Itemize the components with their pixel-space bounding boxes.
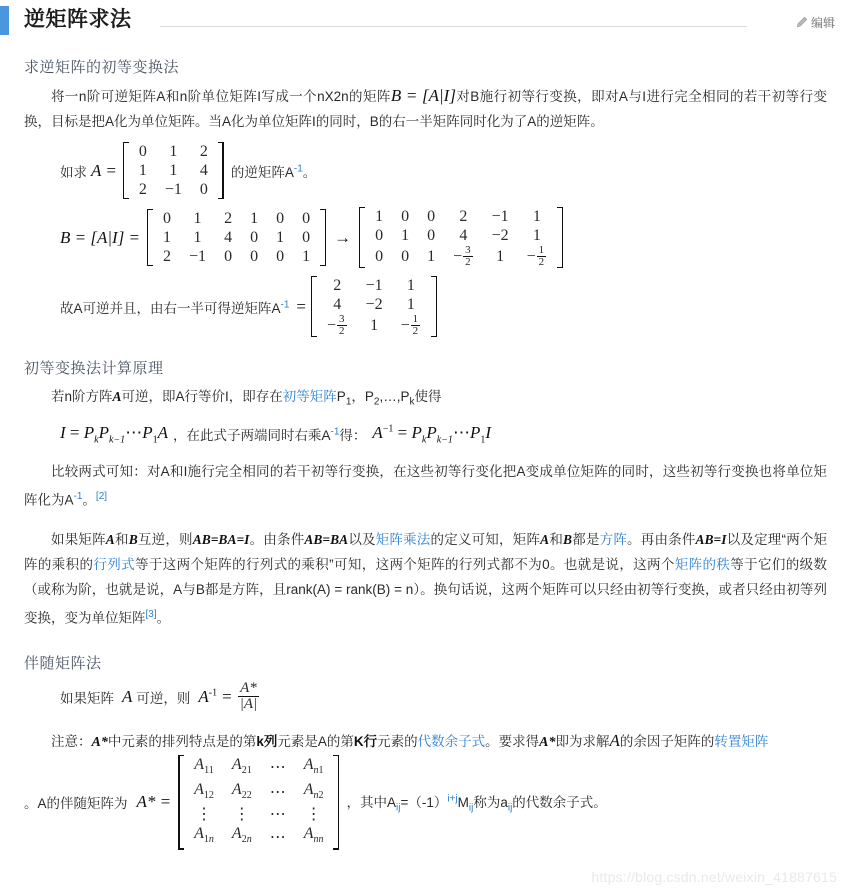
cell: 1 bbox=[193, 229, 202, 246]
cell: $A_{nn}$ bbox=[303, 825, 324, 846]
note-sub-ij2: ij bbox=[468, 802, 474, 814]
note-k-column: k列 bbox=[256, 734, 278, 750]
link-determinant[interactable]: 行列式 bbox=[93, 556, 135, 572]
cell: ⋯ bbox=[269, 784, 286, 802]
s2-p3-e: 以及 bbox=[348, 531, 376, 547]
s2-p1-b: 可逆，即A行等价I，即存在 bbox=[121, 389, 283, 404]
cell: 0 bbox=[250, 248, 259, 265]
cell: $A_{n1}$ bbox=[303, 756, 324, 777]
note-j: 称为a bbox=[473, 795, 508, 811]
cell: $A_{1n}$ bbox=[194, 825, 214, 846]
s3-p1-b: 可逆，则 bbox=[136, 690, 191, 706]
s2-p3-ABBA: AB=BA bbox=[304, 531, 349, 547]
s2-p3-l: 等于它们的级数（或称为阶，也就是说，A与B都是方阵，且rank(A) = rank(B) = n）。换句话说，这两个矩阵可以只经由初等行变换，或者只经由初等列变换，变为单位矩阵 bbox=[24, 556, 828, 626]
note-b: 元素是A的第 bbox=[277, 734, 354, 750]
cell-fraction: − $\frac{3}{2}$ bbox=[327, 313, 345, 337]
note-M: M bbox=[457, 795, 469, 811]
note-lead: 注意： bbox=[51, 734, 92, 750]
cell: $A_{21}$ bbox=[231, 756, 252, 777]
augmented-matrix-row bbox=[60, 207, 845, 268]
table-row bbox=[318, 295, 430, 314]
cell: 0 bbox=[401, 248, 410, 265]
matrix-B-reduced bbox=[359, 207, 563, 268]
note-sub-ij: ij bbox=[395, 802, 401, 814]
cell: 1 bbox=[496, 248, 505, 265]
example-lead: 如求 bbox=[60, 164, 87, 180]
inverse-result-row bbox=[60, 276, 845, 337]
table-row bbox=[130, 180, 217, 199]
cell: 0 bbox=[250, 229, 259, 246]
table-row bbox=[185, 755, 332, 780]
bracket-right bbox=[430, 276, 437, 337]
cell: 1 bbox=[250, 210, 259, 227]
section-heading-1: 求逆矩阵的初等变换法 bbox=[24, 59, 180, 76]
cell: 2 bbox=[163, 248, 172, 265]
cell: 0 bbox=[199, 181, 208, 198]
s2-p1-sub1: 1 bbox=[345, 396, 352, 408]
equation-lhs: $I = P_kP_{k-1}\cdots P_1A$ bbox=[60, 422, 168, 446]
table-row bbox=[318, 314, 430, 337]
cell: 1 bbox=[193, 210, 202, 227]
adjugate-fraction bbox=[238, 681, 259, 712]
section1-paragraph-1 bbox=[24, 83, 827, 134]
note-sub-ij3: ij bbox=[507, 802, 513, 814]
s2-p3-ABBAI: AB=BA=I bbox=[192, 531, 250, 547]
s2-p1-c: P bbox=[336, 389, 346, 404]
s2-p3-d: 。由条件 bbox=[249, 531, 305, 547]
note-h: ，其中A bbox=[346, 795, 396, 811]
cell: 1 bbox=[138, 162, 147, 179]
cell: −2 bbox=[491, 227, 509, 244]
watermark: https://blog.csdn.net/weixin_41887615 bbox=[591, 869, 837, 885]
note-d: 。要求得 bbox=[485, 734, 540, 750]
equation-mid-text bbox=[173, 424, 366, 444]
page-title: 逆矩阵求法 bbox=[24, 8, 132, 31]
s2-p3-k: 等于这两个矩阵的行列式的乘积”可知，这两个矩阵的行列式都不为0。也就是说，这两个 bbox=[134, 556, 675, 572]
table-row bbox=[130, 161, 217, 180]
adjugate-formula-row bbox=[60, 681, 845, 712]
result-lead bbox=[60, 297, 289, 317]
adjugate-trailing-text bbox=[346, 791, 606, 814]
cell: 1 bbox=[532, 208, 541, 225]
cell: 0 bbox=[427, 208, 436, 225]
note-Astar2: A* bbox=[539, 735, 556, 751]
note-Astar3: A* = bbox=[136, 792, 172, 812]
bracket-right bbox=[556, 207, 563, 268]
bracket-left bbox=[123, 142, 130, 199]
fraction-denominator: |A| bbox=[239, 696, 258, 713]
table-row bbox=[366, 245, 556, 268]
s2-p1-f: 使得 bbox=[414, 389, 442, 404]
section2-paragraph-3 bbox=[24, 527, 827, 631]
cell: 4 bbox=[224, 229, 233, 246]
note-Astar: A* bbox=[91, 735, 108, 751]
s2-p1-a: 若n阶方阵 bbox=[51, 389, 113, 404]
cell: 0 bbox=[401, 208, 410, 225]
table-row bbox=[318, 276, 430, 295]
cell: −2 bbox=[365, 296, 383, 313]
cell: 4 bbox=[199, 162, 208, 179]
table-row bbox=[185, 805, 332, 824]
note-sup-ipj: i+j bbox=[447, 793, 458, 805]
s2-p1-sub2: 2 bbox=[373, 396, 380, 408]
s2-p2-b: 。 bbox=[82, 492, 96, 508]
s3-Ainv-base: A bbox=[198, 686, 209, 706]
example-tail-period: 。 bbox=[302, 164, 317, 180]
cell: 0 bbox=[302, 210, 311, 227]
equals-sign: = bbox=[296, 296, 307, 316]
example-tail bbox=[231, 161, 316, 181]
cell: 0 bbox=[375, 227, 384, 244]
s3-equals: = bbox=[222, 686, 232, 706]
bracket-left bbox=[147, 209, 154, 266]
cell: 1 bbox=[276, 229, 285, 246]
cell: ⋯ bbox=[269, 806, 286, 824]
cell: ⋮ bbox=[305, 806, 322, 824]
s2-p3-f: 的定义可知，矩阵 bbox=[430, 531, 541, 547]
cell: ⋮ bbox=[196, 806, 213, 824]
cell: 0 bbox=[163, 210, 172, 227]
s2-p3-i: 。再由条件 bbox=[627, 531, 696, 547]
note-g: 。A的伴随矩阵为 bbox=[24, 796, 128, 812]
s2-p3-b: 和 bbox=[114, 531, 129, 547]
s3-p1-A: A bbox=[122, 686, 133, 706]
cell: ⋯ bbox=[269, 828, 286, 846]
result-sup: -1 bbox=[280, 299, 290, 310]
bracket-left bbox=[178, 755, 185, 850]
example-matrix-A-row bbox=[60, 142, 845, 199]
cell: 1 bbox=[401, 227, 410, 244]
cell: 0 bbox=[138, 143, 147, 160]
cell-fraction: − $\frac{3}{2}$ bbox=[453, 244, 471, 268]
s3-p1-a: 如果矩阵 bbox=[60, 690, 114, 706]
s1-p1-text-b: 对B施行初等行变换，即对A与I进行完全相同的若干初等行变换，目标是把A化为单位矩阵。当A化为单位矩阵I的同时，B的右一半矩阵同时化为了A的逆矩阵。 bbox=[24, 89, 827, 129]
note-c: 元素的 bbox=[377, 734, 418, 750]
s2-p3-B2: B bbox=[563, 531, 573, 547]
eq-got: 得： bbox=[339, 427, 367, 443]
cell: 1 bbox=[163, 229, 172, 246]
cell: 2 bbox=[333, 277, 342, 294]
bracket-right bbox=[332, 755, 339, 850]
matrix-B-reduced-grid bbox=[366, 207, 556, 268]
s2-p2-sup: -1 bbox=[73, 491, 83, 503]
elementary-equation-row bbox=[60, 423, 845, 445]
section-heading-2: 初等变换法计算原理 bbox=[24, 360, 164, 377]
table-row bbox=[130, 142, 217, 161]
table-row bbox=[154, 228, 319, 247]
cell: $A_{n2}$ bbox=[303, 781, 324, 802]
note-k-row: K行 bbox=[353, 734, 378, 750]
note-e: 即为求解 bbox=[555, 734, 610, 750]
edit-link[interactable] bbox=[795, 14, 835, 31]
section-heading-3: 伴随矩阵法 bbox=[24, 655, 102, 673]
B-label: B = [A|I] = bbox=[60, 227, 141, 247]
matrix-B-grid bbox=[154, 209, 319, 266]
matrix-A-grid bbox=[130, 142, 217, 199]
cell: −1 bbox=[491, 208, 509, 225]
bracket-right bbox=[217, 142, 224, 199]
section2-paragraph-2 bbox=[24, 459, 827, 513]
example-var-A: A = bbox=[91, 160, 117, 180]
equation-rhs: $A^{-1}$ = $P_kP_{k-1}\cdots P_1I$ bbox=[372, 422, 491, 446]
s2-p1-subk: k bbox=[409, 396, 415, 408]
cell: ⋯ bbox=[269, 759, 286, 777]
matrix-B-augmented bbox=[147, 209, 326, 266]
cell: 0 bbox=[302, 229, 311, 246]
cell: $A_{22}$ bbox=[231, 781, 252, 802]
s2-p3-A2: A bbox=[540, 531, 550, 547]
pencil-icon bbox=[795, 16, 808, 29]
cell: 2 bbox=[199, 143, 208, 160]
s2-p3-c: 互逆，则 bbox=[137, 531, 193, 547]
s2-p2-a: 比较两式可知：对A和I施行完全相同的若干初等行变换，在这些初等行变化把A变成单位矩阵的同时，这些初等行变换也将单位矩阵化为A bbox=[24, 464, 827, 508]
cell: 1 bbox=[406, 296, 415, 313]
example-tail-text: 的逆矩阵A bbox=[230, 164, 294, 180]
note-k: 的代数余子式。 bbox=[512, 795, 607, 811]
adjugate-matrix-row bbox=[24, 755, 845, 850]
cell-fraction: − $\frac{1}{2}$ bbox=[526, 244, 545, 268]
cell: 1 bbox=[532, 227, 541, 244]
link-matrix-multiplication[interactable]: 矩阵乘法 bbox=[375, 531, 431, 547]
cell: 0 bbox=[375, 248, 384, 265]
s2-p3-A: A bbox=[105, 531, 115, 547]
bracket-left bbox=[311, 276, 318, 337]
note-a: 中元素的排列特点是的第 bbox=[107, 734, 257, 750]
s2-p3-B: B bbox=[128, 531, 138, 547]
cell: 1 bbox=[427, 248, 436, 265]
s3-Ainv-sup: -1 bbox=[208, 686, 218, 698]
table-row bbox=[154, 247, 319, 266]
s2-p3-j: 以及定理“两个矩阵的乘积的 bbox=[24, 531, 828, 572]
section3-note-paragraph bbox=[24, 728, 827, 755]
cell: 1 bbox=[370, 317, 379, 334]
eq-sup: -1 bbox=[330, 426, 340, 438]
table-row bbox=[185, 780, 332, 805]
matrix-A-inverse bbox=[311, 276, 437, 337]
arrow-icon: → bbox=[334, 227, 352, 247]
s2-p1-A: A bbox=[112, 389, 122, 404]
eq-mid: ，在此式子两端同时右乘A bbox=[172, 427, 331, 443]
edit-label: 编辑 bbox=[810, 16, 835, 30]
cell: ⋮ bbox=[233, 806, 250, 824]
cell: $A_{11}$ bbox=[194, 756, 214, 777]
accent-bar bbox=[0, 6, 9, 35]
header-divider bbox=[160, 26, 747, 27]
cell: 2 bbox=[459, 208, 468, 225]
cell: $A_{12}$ bbox=[194, 781, 214, 802]
cell: 4 bbox=[459, 227, 468, 244]
section2-paragraph-1 bbox=[24, 384, 827, 415]
note-f: 的余因子矩阵的 bbox=[619, 734, 715, 750]
cell: 2 bbox=[224, 210, 233, 227]
page-header bbox=[0, 0, 845, 42]
s2-p3-a: 如果矩阵 bbox=[51, 531, 106, 547]
result-lead-text: 故A可逆并且，由右一半可得逆矩阵A bbox=[60, 300, 281, 316]
matrix-adjugate bbox=[178, 755, 339, 850]
reference-2[interactable]: [2] bbox=[95, 491, 108, 503]
cell: 4 bbox=[333, 296, 342, 313]
cell: 1 bbox=[375, 208, 384, 225]
table-row bbox=[154, 209, 319, 228]
link-matrix-rank[interactable]: 矩阵的秩 bbox=[674, 556, 731, 572]
s2-p3-ABI: AB=I bbox=[695, 531, 727, 547]
link-square-matrix[interactable]: 方阵 bbox=[599, 531, 628, 547]
cell: 1 bbox=[302, 248, 311, 265]
cell: 0 bbox=[224, 248, 233, 265]
s3-p1-Ainv bbox=[198, 687, 217, 707]
link-elementary-matrix[interactable]: 初等矩阵 bbox=[282, 389, 337, 404]
s2-p3-g: 和 bbox=[549, 531, 564, 547]
matrix-A bbox=[123, 142, 224, 199]
cell: −1 bbox=[164, 181, 182, 198]
cell-fraction: − $\frac{1}{2}$ bbox=[400, 313, 419, 337]
s2-p3-h: 都是 bbox=[572, 531, 600, 547]
cell: −1 bbox=[365, 277, 383, 294]
cell: 2 bbox=[138, 181, 147, 198]
cell: $A_{2n}$ bbox=[231, 825, 252, 846]
reference-3[interactable]: [3] bbox=[145, 608, 157, 620]
cell: 1 bbox=[406, 277, 415, 294]
cell: 0 bbox=[427, 227, 436, 244]
fraction-numerator: A* bbox=[240, 680, 257, 697]
table-row bbox=[185, 824, 332, 849]
bracket-left bbox=[359, 207, 366, 268]
table-row bbox=[366, 226, 556, 245]
s1-p1-text-a: 将一n阶可逆矩阵A和n阶单位矩阵I写成一个nX2n的矩阵 bbox=[51, 89, 391, 104]
matrix-A-inverse-grid bbox=[318, 276, 430, 337]
cell: 1 bbox=[169, 143, 178, 160]
link-algebraic-cofactor[interactable]: 代数余子式 bbox=[417, 734, 486, 750]
link-transpose-matrix[interactable]: 转置矩阵 bbox=[714, 734, 769, 750]
table-row bbox=[366, 207, 556, 226]
bracket-right bbox=[319, 209, 326, 266]
s2-p1-e: ,…,P bbox=[379, 389, 410, 404]
s1-p1-math: B = [A|I] bbox=[390, 86, 456, 105]
s2-p3-m: 。 bbox=[156, 610, 171, 626]
cell: 1 bbox=[169, 162, 178, 179]
note-A: A bbox=[609, 731, 620, 751]
cell: −1 bbox=[189, 248, 207, 265]
matrix-adjugate-grid bbox=[185, 755, 332, 850]
cell: 0 bbox=[276, 210, 285, 227]
cell: 0 bbox=[276, 248, 285, 265]
s2-p1-d: ，P bbox=[351, 389, 374, 404]
example-sup: -1 bbox=[293, 163, 303, 174]
note-i: =（-1） bbox=[400, 795, 448, 811]
